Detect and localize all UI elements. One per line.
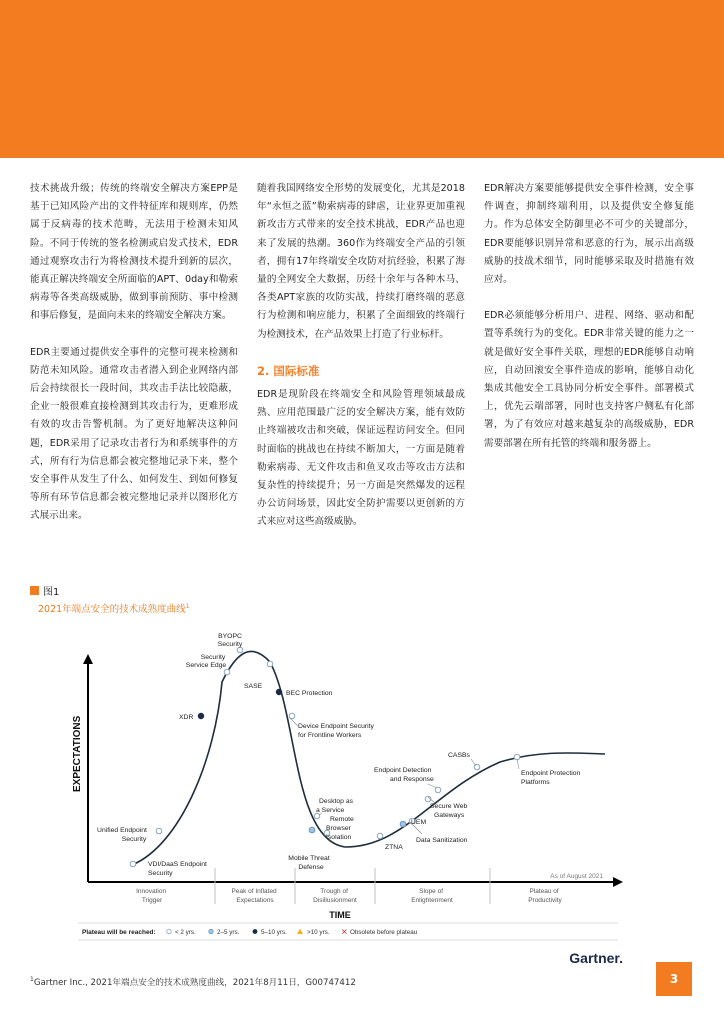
phase-label [528,888,562,904]
y-axis-label: EXPECTATIONS [72,715,83,792]
tech-label-line: Secure Web [430,803,468,810]
tech-label-line: ZTNA [385,844,403,851]
marker-daas [314,813,320,819]
tech-label-line: Unified Endpoint [97,827,147,834]
phase-label-line: Expectations [236,897,274,904]
tech-label-line: CASBs [448,752,470,759]
phase-label-line: Disillusionment [313,897,357,904]
tech-label-line: Platforms [521,779,550,786]
tech-label-line: Security [217,641,243,648]
figure-title-text: 2021年端点安全的技术成熟度曲线 [38,604,186,615]
footnote-sup: 1 [30,976,34,984]
square-bullet-icon [30,586,39,595]
marker-des [289,713,295,719]
text-column-3 [484,180,694,471]
phase-label-line: Plateau of [529,888,559,895]
leader-line [290,718,298,726]
tech-label-vdi [148,861,207,877]
legend-icon-5to10 [253,929,258,934]
tech-label-line: Device Endpoint Security [298,723,374,730]
tech-label-line: Mobile Threat [288,855,330,862]
figure-number: 图1 [43,587,60,598]
phase-label-line: Productivity [528,897,562,904]
marker-edr [435,787,441,793]
figure-title-sup: 1 [185,602,190,610]
tech-label-line: Service Edge [185,662,227,669]
marker-bec [276,689,282,695]
legend-label: 2–5 yrs. [217,929,240,936]
text-column-1 [30,180,238,544]
marker-sse [224,669,230,675]
x-axis-label: TIME [329,910,351,920]
tech-label-line: Data Sanitization [416,837,468,844]
tech-label-line: and Response [390,776,434,783]
tech-label-ztna [385,844,403,851]
header-banner [0,0,724,158]
tech-label-epp [521,770,581,786]
marker-epp [514,754,520,760]
legend-icon-gt10 [297,929,303,935]
legend-label: 5–10 yrs. [261,929,287,936]
leader-line [428,784,437,788]
figure-title [38,601,190,615]
tech-label-line: Security [121,836,147,843]
tech-label-line: Defense [298,864,324,871]
figure-label [30,583,59,598]
tech-label-line: BEC Protection [286,690,333,697]
tech-label-line: Security [148,870,173,877]
paragraph: EDR主要通过提供安全事件的完整可视来检测和防范未知风险。通常攻击者潜入到企业网络内部后会持续很长一段时间，其攻击手法比较隐蔽，企业一般很难直接检测到其攻击行为，更难形成有效的攻击告警机制。为了更好地解决这种问题，EDR采用了记录攻击者行为和系统事件的方式，所有行为信息都会被完整地记录下来，整个安全事件从发生了什么、如何发生、到如何修复等所有环节信息都会被完整地记录并以图形化方式展示出来。 [30,346,238,522]
marker-ztna [377,833,383,839]
tech-label-byopc [218,633,243,648]
tech-label-line: Endpoint Protection [521,770,581,777]
tech-label-line: UEM [411,819,427,826]
paragraph: 随着我国网络安全形势的发展变化，尤其是2018年“永恒之蓝”勒索病毒的肆虐，让业界更加重视新攻击方式带来的安全技术挑战，EDR产品也迎来了发展的热潮。360作为终端安全产品的引领者，拥有17年终端安全攻防对抗经验，积累了海量的全网安全大数据，历经十余年与各种木马、各类APT家族的攻防实战，持续打磨终端的恶意行为检测和响应能力，积累了全面细致的终端行为检测技术，在产品效果上打造了行业标杆。 [257,183,465,340]
section-heading: 2. 国际标准 [257,363,320,378]
tech-label-line: for Frontline Workers [298,732,362,739]
phase-label [411,888,453,904]
tech-label-line: a Service [316,807,345,814]
leader-line [471,759,476,766]
phase-label-line: Enlightenment [411,897,453,904]
footnote-text: Gartner Inc., 2021年端点安全的技术成熟度曲线，2021年8月11日，G00747412 [33,978,356,988]
tech-label-sse [186,654,227,669]
marker-uem [400,821,406,827]
tech-label-line: BYOPC [218,633,242,640]
phase-label-line: Slope of [419,888,444,895]
legend-icon-lt2 [167,929,171,933]
tech-label-xdr [179,714,193,721]
tech-label-line: Desktop as [319,798,354,805]
tech-label-line: Isolation [326,834,352,841]
phase-label-line: Peak of Inflated [231,888,277,895]
marker-xdr [198,713,204,719]
tech-label-casb [448,752,471,759]
x-axis-arrow [613,877,623,887]
marker-ues [156,828,162,834]
paragraph: EDR是现阶段在终端安全和风险管理领域最成熟、应用范围最广泛的安全解决方案，能有效防止终端被攻击和突破，保证远程访问安全。但同时面临的挑战也在持续不断加大，一方面是随着勒索病毒、无文件攻击和鱼叉攻击等攻击方法和复杂性的持续提升；另一方面是突然爆发的远程办公访问场景，因此安全防护需要以更创新的方式来应对这些高级威胁。 [257,389,465,528]
page-number: 3 [656,962,692,996]
marker-sase [267,661,273,667]
tech-label-line: Gateways [434,812,465,819]
paragraph: 技术挑战升级；传统的终端安全解决方案EPP是基于已知风险产出的文件特征库和规则库，仍然属于反病毒的技术范畴，无法用于检测未知风险。不同于传统的签名检测或启发式技术，EDR通过观察攻击行为将检测技术提升到新的层次，能真正解决终端安全所面临的APT、0day和勒索病毒等各类高级威胁，做到事前预防、事中检测和事后修复，是面向未来的终端安全解决方案。 [30,183,238,322]
marker-vdi [130,861,136,867]
text-column-2 [257,180,465,550]
marker-byopc [237,647,243,653]
phase-label-line: Innovation [136,888,167,895]
phase-label [313,888,357,904]
legend-icon-2to5 [209,929,213,933]
phase-label-line: Trough of [320,888,348,895]
legend-label: >10 yrs. [307,929,330,936]
phase-label-line: Trigger [141,897,163,904]
paragraph: EDR解决方案要能够提供安全事件检测，安全事件调查，抑制终端利用，以及提供安全修复能力。作为总体安全防御里必不可少的关键部分，EDR要能够识别异常和恶意的行为，展示出高级威胁的技战术细节，同时能够采取及时措施有效应对。 [484,183,694,286]
tech-label-des [298,723,375,739]
tech-label-line: Remote [330,816,354,823]
tech-label-ds [416,837,468,844]
legend-label: < 2 yrs. [175,929,196,936]
tech-label-edr [374,767,434,783]
tech-label-swg [430,803,467,819]
phase-label [136,888,168,904]
legend-label: Obsolete before plateau [350,929,418,936]
phase-label [232,888,279,904]
y-axis-arrow [83,654,93,664]
footnote [30,976,356,988]
tech-label-line: SASE [244,683,263,690]
tech-label-rbi [326,816,354,841]
hype-curve [132,651,605,865]
tech-label-ues [97,827,147,843]
tech-label-line: XDR [179,714,194,721]
legend-title: Plateau will be reached: [82,929,156,936]
tech-label-sase [244,683,263,690]
tech-label-line: Endpoint Detection [374,767,432,774]
tech-label-bec [286,690,333,697]
leader-line [517,759,519,769]
tech-label-line: Security [200,654,226,661]
tech-label-line: Browser [326,825,351,832]
paragraph: EDR必须能够分析用户、进程、网络、驱动和配置等系统行为的变化。EDR非常关键的能力之一就是做好安全事件关联，理想的EDR能够自动响应，自动回滚安全事件造成的影响，能够自动化集成其他安全工具协同分析安全事件。部署模式上，优先云端部署，同时也支持客户侧私有化部署，为了有效应对越来越复杂的高级威胁，EDR需要部署在所有托管的终端和服务器上。 [484,310,694,449]
legend-icon-obsolete: ✕ [341,927,348,937]
hype-cycle-figure [30,620,630,965]
gartner-logo: Gartner. [569,950,623,965]
as-of-date: As of August 2021 [550,873,603,880]
marker-mtd [309,827,315,833]
tech-label-line: VDI/DaaS Endpoint [148,861,207,868]
tech-label-daas [316,798,354,814]
